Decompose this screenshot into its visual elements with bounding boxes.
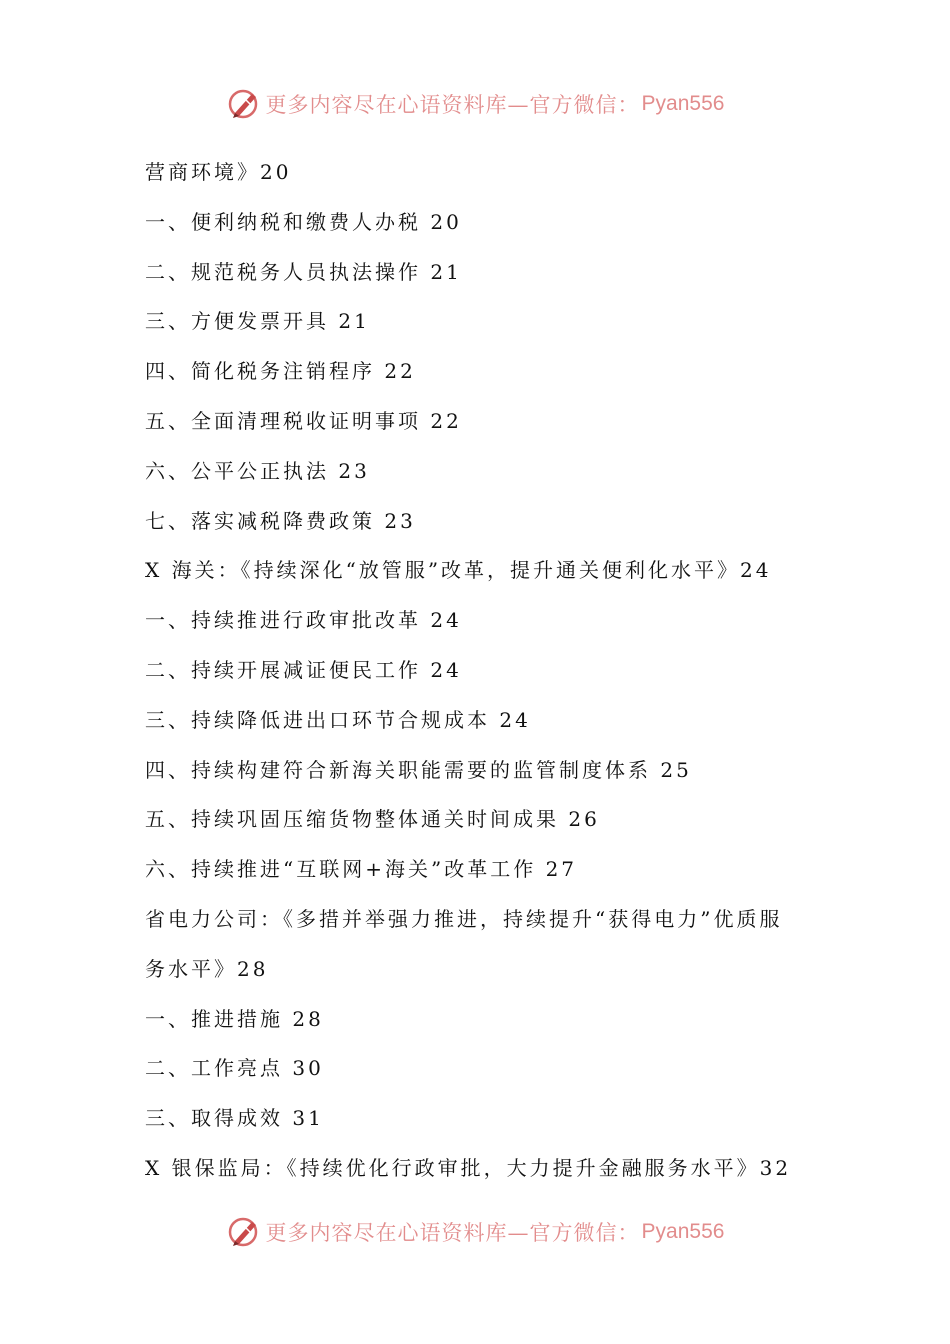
toc-line: 二、持续开展减证便民工作 24	[145, 657, 462, 682]
toc-line: 三、取得成效 31	[145, 1106, 324, 1131]
toc-line: X 银保监局：《持续优化行政审批，大力提升金融服务水平》32	[145, 1155, 792, 1180]
toc-line: 五、全面清理税收证明事项 22	[145, 408, 462, 433]
toc-line: 四、简化税务注销程序 22	[145, 359, 416, 384]
toc-line: 一、推进措施 28	[145, 1006, 324, 1031]
pen-logo-icon	[226, 1214, 262, 1250]
toc-line: 六、公平公正执法 23	[145, 458, 370, 483]
toc-line: 五、持续巩固压缩货物整体通关时间成果 26	[145, 807, 600, 832]
watermark-text: 更多内容尽在心语资料库—官方微信：	[265, 93, 640, 117]
header-watermark	[0, 84, 950, 124]
toc-line: 一、持续推进行政审批改革 24	[145, 608, 462, 633]
watermark-text: 更多内容尽在心语资料库—官方微信：	[265, 1221, 640, 1245]
toc-line: 务水平》28	[145, 956, 269, 981]
toc-line: 六、持续推进“互联网+海关”改革工作 27	[145, 857, 578, 882]
footer-watermark	[0, 1212, 950, 1252]
toc-line: 七、落实减税降费政策 23	[145, 508, 416, 533]
watermark-wechat-id: Pyan556	[641, 1220, 725, 1243]
toc-line: 省电力公司：《多措并举强力推进，持续提升“获得电力”优质服	[145, 906, 783, 931]
toc-line: 三、持续降低进出口环节合规成本 24	[145, 707, 531, 732]
toc-line: 二、规范税务人员执法操作 21	[145, 259, 462, 284]
toc-line: 四、持续构建符合新海关职能需要的监管制度体系 25	[145, 757, 692, 782]
toc-line: 三、方便发票开具 21	[145, 309, 370, 334]
toc-line: 二、工作亮点 30	[145, 1056, 324, 1081]
toc-line: 一、便利纳税和缴费人办税 20	[145, 209, 462, 234]
pen-logo-icon	[226, 86, 262, 122]
toc-line: X 海关：《持续深化“放管服”改革，提升通关便利化水平》24	[145, 558, 772, 583]
watermark-wechat-id: Pyan556	[641, 92, 725, 115]
table-of-contents	[145, 148, 825, 1194]
toc-line: 营商环境》20	[145, 160, 292, 184]
